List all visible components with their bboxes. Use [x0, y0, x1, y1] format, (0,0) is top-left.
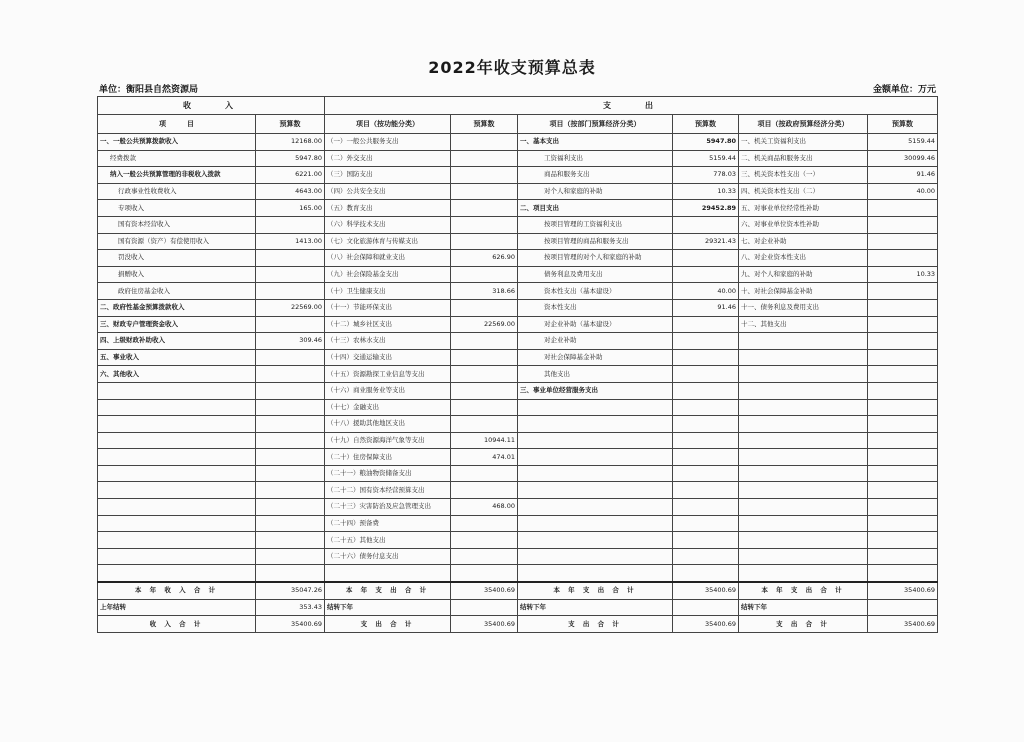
dept-value: 29321.43 [673, 233, 739, 250]
func-item: （十五）资源勘探工业信息等支出 [325, 366, 451, 383]
dept-item [518, 432, 673, 449]
func-item: （十）卫生健康支出 [325, 283, 451, 300]
col-item-header: 项 目 [98, 115, 256, 134]
carry-out-label: 结转下年 [739, 599, 868, 616]
income-item [98, 449, 256, 466]
dept-item [518, 499, 673, 516]
gov-item: 十、对社会保障基金补助 [739, 283, 868, 300]
income-item: 捐赠收入 [98, 266, 256, 283]
table-row [98, 416, 938, 433]
gov-item [739, 515, 868, 532]
dept-value [673, 216, 739, 233]
func-item: （二十四）预备费 [325, 515, 451, 532]
func-value: 468.00 [451, 499, 518, 516]
table-row [98, 250, 938, 267]
func-item [325, 565, 451, 582]
carry-in-value: 353.43 [256, 599, 325, 616]
table-row [98, 465, 938, 482]
income-item [98, 416, 256, 433]
gov-item [739, 548, 868, 565]
income-value: 6221.00 [256, 167, 325, 184]
income-item: 罚没收入 [98, 250, 256, 267]
dept-value: 29452.89 [673, 200, 739, 217]
dept-value [673, 548, 739, 565]
func-item: （十三）农林水支出 [325, 333, 451, 350]
income-value [256, 399, 325, 416]
dept-item: 一、基本支出 [518, 134, 673, 151]
dept-item [518, 416, 673, 433]
dept-value [673, 482, 739, 499]
col-budget-header: 预算数 [673, 115, 739, 134]
col-budget-header: 预算数 [256, 115, 325, 134]
table-row [98, 134, 938, 151]
func-value: 318.66 [451, 283, 518, 300]
income-value [256, 548, 325, 565]
gov-value: 40.00 [868, 183, 938, 200]
income-value: 165.00 [256, 200, 325, 217]
income-item [98, 548, 256, 565]
table-row [98, 366, 938, 383]
dept-value [673, 532, 739, 549]
carry-out-value [868, 599, 938, 616]
gov-item [739, 432, 868, 449]
func-item: （十一）节能环保支出 [325, 299, 451, 316]
gov-item: 二、机关商品和服务支出 [739, 150, 868, 167]
budget-summary-table [97, 96, 938, 633]
gov-value [868, 465, 938, 482]
gov-value: 91.46 [868, 167, 938, 184]
expense-total-value: 35400.69 [868, 616, 938, 633]
dept-value [673, 349, 739, 366]
func-value [451, 150, 518, 167]
income-value: 22569.00 [256, 299, 325, 316]
func-value [451, 366, 518, 383]
gov-item: 八、对企业资本性支出 [739, 250, 868, 267]
table-row [98, 482, 938, 499]
dept-value [673, 565, 739, 582]
func-value: 626.90 [451, 250, 518, 267]
table-row [98, 515, 938, 532]
dept-item: 三、事业单位经营服务支出 [518, 382, 673, 399]
dept-value [673, 465, 739, 482]
col-budget-header: 预算数 [451, 115, 518, 134]
income-item [98, 565, 256, 582]
expense-total-value: 35400.69 [673, 616, 739, 633]
gov-item [739, 449, 868, 466]
table-row [98, 183, 938, 200]
gov-value [868, 449, 938, 466]
gov-value [868, 200, 938, 217]
gov-value [868, 416, 938, 433]
table-row [98, 565, 938, 582]
org-unit-label: 单位：衡阳县自然资源局 [99, 85, 199, 95]
dept-item [518, 482, 673, 499]
dept-value [673, 266, 739, 283]
income-value [256, 532, 325, 549]
func-item: （十八）援助其他地区支出 [325, 416, 451, 433]
gov-item: 九、对个人和家庭的补助 [739, 266, 868, 283]
dept-value [673, 416, 739, 433]
income-value [256, 482, 325, 499]
table-row [98, 266, 938, 283]
gov-item [739, 532, 868, 549]
func-value [451, 200, 518, 217]
func-value [451, 216, 518, 233]
gov-item: 六、对事业单位资本性补助 [739, 216, 868, 233]
carry-out-label: 结转下年 [518, 599, 673, 616]
income-item: 四、上级财政补助收入 [98, 333, 256, 350]
income-item [98, 499, 256, 516]
gov-item [739, 382, 868, 399]
gov-item [739, 482, 868, 499]
income-value [256, 266, 325, 283]
func-value [451, 349, 518, 366]
dept-value: 91.46 [673, 299, 739, 316]
income-item: 六、其他收入 [98, 366, 256, 383]
expense-total-value: 35400.69 [451, 616, 518, 633]
dept-item [518, 399, 673, 416]
income-item: 二、政府性基金预算拨款收入 [98, 299, 256, 316]
income-value [256, 216, 325, 233]
income-item [98, 432, 256, 449]
dept-value [673, 250, 739, 267]
gov-value [868, 333, 938, 350]
func-value [451, 565, 518, 582]
table-row [98, 200, 938, 217]
income-item: 一、一般公共预算拨款收入 [98, 134, 256, 151]
dept-item: 工资福利支出 [518, 150, 673, 167]
func-item: （二十二）国有资本经营预算支出 [325, 482, 451, 499]
gov-value [868, 548, 938, 565]
func-value [451, 382, 518, 399]
dept-item: 二、项目支出 [518, 200, 673, 217]
gov-item [739, 333, 868, 350]
gov-value: 30099.46 [868, 150, 938, 167]
gov-value [868, 283, 938, 300]
income-item [98, 399, 256, 416]
income-item: 三、财政专户管理资金收入 [98, 316, 256, 333]
income-value [256, 382, 325, 399]
func-item: （十九）自然资源海洋气象等支出 [325, 432, 451, 449]
func-value: 474.01 [451, 449, 518, 466]
dept-value [673, 499, 739, 516]
income-item: 政府住房基金收入 [98, 283, 256, 300]
table-row [98, 299, 938, 316]
gov-item: 四、机关资本性支出（二） [739, 183, 868, 200]
income-item [98, 515, 256, 532]
dept-value [673, 366, 739, 383]
dept-value [673, 432, 739, 449]
expense-year-total-label: 本 年 支 出 合 计 [518, 582, 673, 599]
dept-value [673, 333, 739, 350]
dept-item [518, 449, 673, 466]
income-value [256, 515, 325, 532]
income-value: 5947.80 [256, 150, 325, 167]
gov-item [739, 565, 868, 582]
gov-value [868, 216, 938, 233]
income-item: 国有资源（资产）有偿使用收入 [98, 233, 256, 250]
expense-header: 支 出 [325, 97, 938, 115]
income-value: 309.46 [256, 333, 325, 350]
col-func-header: 项目（按功能分类） [325, 115, 451, 134]
income-item: 五、事业收入 [98, 349, 256, 366]
income-item [98, 382, 256, 399]
func-value [451, 266, 518, 283]
col-gov-header: 项目（按政府预算经济分类） [739, 115, 868, 134]
table-row [98, 216, 938, 233]
func-value [451, 465, 518, 482]
func-value [451, 134, 518, 151]
dept-item: 对企业补助 [518, 333, 673, 350]
table-row [98, 283, 938, 300]
table-row [98, 548, 938, 565]
func-item: （二十五）其他支出 [325, 532, 451, 549]
func-item: （十四）交通运输支出 [325, 349, 451, 366]
func-item: （二十六）债务付息支出 [325, 548, 451, 565]
expense-year-total-label: 本 年 支 出 合 计 [739, 582, 868, 599]
dept-item: 对个人和家庭的补助 [518, 183, 673, 200]
income-value [256, 416, 325, 433]
func-value [451, 233, 518, 250]
func-item: （五）教育支出 [325, 200, 451, 217]
income-value [256, 465, 325, 482]
expense-year-total-label: 本 年 支 出 合 计 [325, 582, 451, 599]
income-total-value: 35400.69 [256, 616, 325, 633]
income-value [256, 432, 325, 449]
table-row [98, 167, 938, 184]
gov-value: 5159.44 [868, 134, 938, 151]
func-value [451, 333, 518, 350]
dept-item: 对社会保障基金补助 [518, 349, 673, 366]
currency-unit-label: 金额单位：万元 [872, 85, 936, 95]
func-value: 22569.00 [451, 316, 518, 333]
expense-total-label: 支 出 合 计 [518, 616, 673, 633]
dept-value: 10.33 [673, 183, 739, 200]
gov-value [868, 250, 938, 267]
gov-value [868, 366, 938, 383]
gov-value [868, 499, 938, 516]
gov-value [868, 299, 938, 316]
dept-value: 778.03 [673, 167, 739, 184]
income-value [256, 565, 325, 582]
income-item [98, 465, 256, 482]
income-value [256, 250, 325, 267]
table-row [98, 499, 938, 516]
expense-total-label: 支 出 合 计 [739, 616, 868, 633]
gov-value [868, 565, 938, 582]
func-item: （十二）城乡社区支出 [325, 316, 451, 333]
income-value [256, 316, 325, 333]
func-value [451, 399, 518, 416]
dept-item [518, 465, 673, 482]
dept-item: 商品和服务支出 [518, 167, 673, 184]
income-value [256, 499, 325, 516]
dept-item: 其他支出 [518, 366, 673, 383]
expense-total-label: 支 出 合 计 [325, 616, 451, 633]
income-value: 12168.00 [256, 134, 325, 151]
gov-item [739, 499, 868, 516]
table-row [98, 316, 938, 333]
expense-year-total-value: 35400.69 [868, 582, 938, 599]
table-row [98, 333, 938, 350]
gov-item: 十二、其他支出 [739, 316, 868, 333]
func-item: （一）一般公共服务支出 [325, 134, 451, 151]
dept-item: 按项目管理的对个人和家庭的补助 [518, 250, 673, 267]
income-year-total-label: 本 年 收 入 合 计 [98, 582, 256, 599]
dept-value [673, 382, 739, 399]
income-value [256, 283, 325, 300]
func-value: 10944.11 [451, 432, 518, 449]
func-value [451, 532, 518, 549]
income-header: 收 入 [98, 97, 325, 115]
dept-item: 按项目管理的工资福利支出 [518, 216, 673, 233]
func-item: （十六）商业服务业等支出 [325, 382, 451, 399]
income-value [256, 449, 325, 466]
table-row [98, 532, 938, 549]
carry-in-label: 上年结转 [98, 599, 256, 616]
carry-out-label: 结转下年 [325, 599, 451, 616]
gov-value [868, 382, 938, 399]
income-value: 4643.00 [256, 183, 325, 200]
gov-value [868, 515, 938, 532]
dept-item: 资本性支出（基本建设） [518, 283, 673, 300]
carry-out-value [451, 599, 518, 616]
gov-value [868, 432, 938, 449]
dept-value: 5159.44 [673, 150, 739, 167]
income-total-label: 收 入 合 计 [98, 616, 256, 633]
table-row [98, 382, 938, 399]
gov-value: 10.33 [868, 266, 938, 283]
table-row [98, 432, 938, 449]
income-value [256, 349, 325, 366]
dept-value: 40.00 [673, 283, 739, 300]
gov-item: 七、对企业补助 [739, 233, 868, 250]
func-item: （八）社会保障和就业支出 [325, 250, 451, 267]
gov-item: 三、机关资本性支出（一） [739, 167, 868, 184]
income-item: 国有资本经营收入 [98, 216, 256, 233]
dept-item [518, 548, 673, 565]
gov-item: 十一、债务利息及费用支出 [739, 299, 868, 316]
income-item: 经费拨款 [98, 150, 256, 167]
func-item: （四）公共安全支出 [325, 183, 451, 200]
gov-value [868, 349, 938, 366]
func-item: （二十三）灾害防治及应急管理支出 [325, 499, 451, 516]
dept-value: 5947.80 [673, 134, 739, 151]
table-row [98, 349, 938, 366]
table-row [98, 233, 938, 250]
gov-value [868, 316, 938, 333]
gov-item [739, 366, 868, 383]
income-value: 1413.00 [256, 233, 325, 250]
expense-year-total-value: 35400.69 [673, 582, 739, 599]
income-item: 专项收入 [98, 200, 256, 217]
gov-item [739, 416, 868, 433]
dept-value [673, 449, 739, 466]
func-item: （二十）住房保障支出 [325, 449, 451, 466]
func-value [451, 299, 518, 316]
dept-value [673, 515, 739, 532]
gov-value [868, 532, 938, 549]
func-item: （九）社会保险基金支出 [325, 266, 451, 283]
dept-item: 按项目管理的商品和服务支出 [518, 233, 673, 250]
dept-item: 资本性支出 [518, 299, 673, 316]
func-value [451, 183, 518, 200]
func-item: （十七）金融支出 [325, 399, 451, 416]
gov-item [739, 399, 868, 416]
dept-value [673, 316, 739, 333]
gov-item: 五、对事业单位经常性补助 [739, 200, 868, 217]
income-item: 行政事业性收费收入 [98, 183, 256, 200]
func-item: （六）科学技术支出 [325, 216, 451, 233]
func-item: （三）国防支出 [325, 167, 451, 184]
func-value [451, 482, 518, 499]
expense-year-total-value: 35400.69 [451, 582, 518, 599]
col-budget-header: 预算数 [868, 115, 938, 134]
page-title: 2022年收支预算总表 [428, 58, 596, 77]
dept-item [518, 532, 673, 549]
gov-value [868, 233, 938, 250]
gov-item [739, 349, 868, 366]
income-item [98, 482, 256, 499]
income-item: 纳入一般公共预算管理的非税收入拨款 [98, 167, 256, 184]
dept-item: 债务利息及费用支出 [518, 266, 673, 283]
dept-item [518, 565, 673, 582]
dept-item: 对企业补助（基本建设） [518, 316, 673, 333]
carry-out-value [673, 599, 739, 616]
gov-item: 一、机关工资福利支出 [739, 134, 868, 151]
func-item: （二十一）粮油物资储备支出 [325, 465, 451, 482]
table-row [98, 399, 938, 416]
income-item [98, 532, 256, 549]
dept-value [673, 399, 739, 416]
func-item: （七）文化旅游体育与传媒支出 [325, 233, 451, 250]
func-value [451, 167, 518, 184]
gov-value [868, 482, 938, 499]
gov-value [868, 399, 938, 416]
func-value [451, 515, 518, 532]
func-value [451, 416, 518, 433]
income-year-total-value: 35047.26 [256, 582, 325, 599]
table-row [98, 150, 938, 167]
func-value [451, 548, 518, 565]
dept-item [518, 515, 673, 532]
col-dept-header: 项目（按部门预算经济分类） [518, 115, 673, 134]
table-row [98, 449, 938, 466]
func-item: （二）外交支出 [325, 150, 451, 167]
gov-item [739, 465, 868, 482]
income-value [256, 366, 325, 383]
